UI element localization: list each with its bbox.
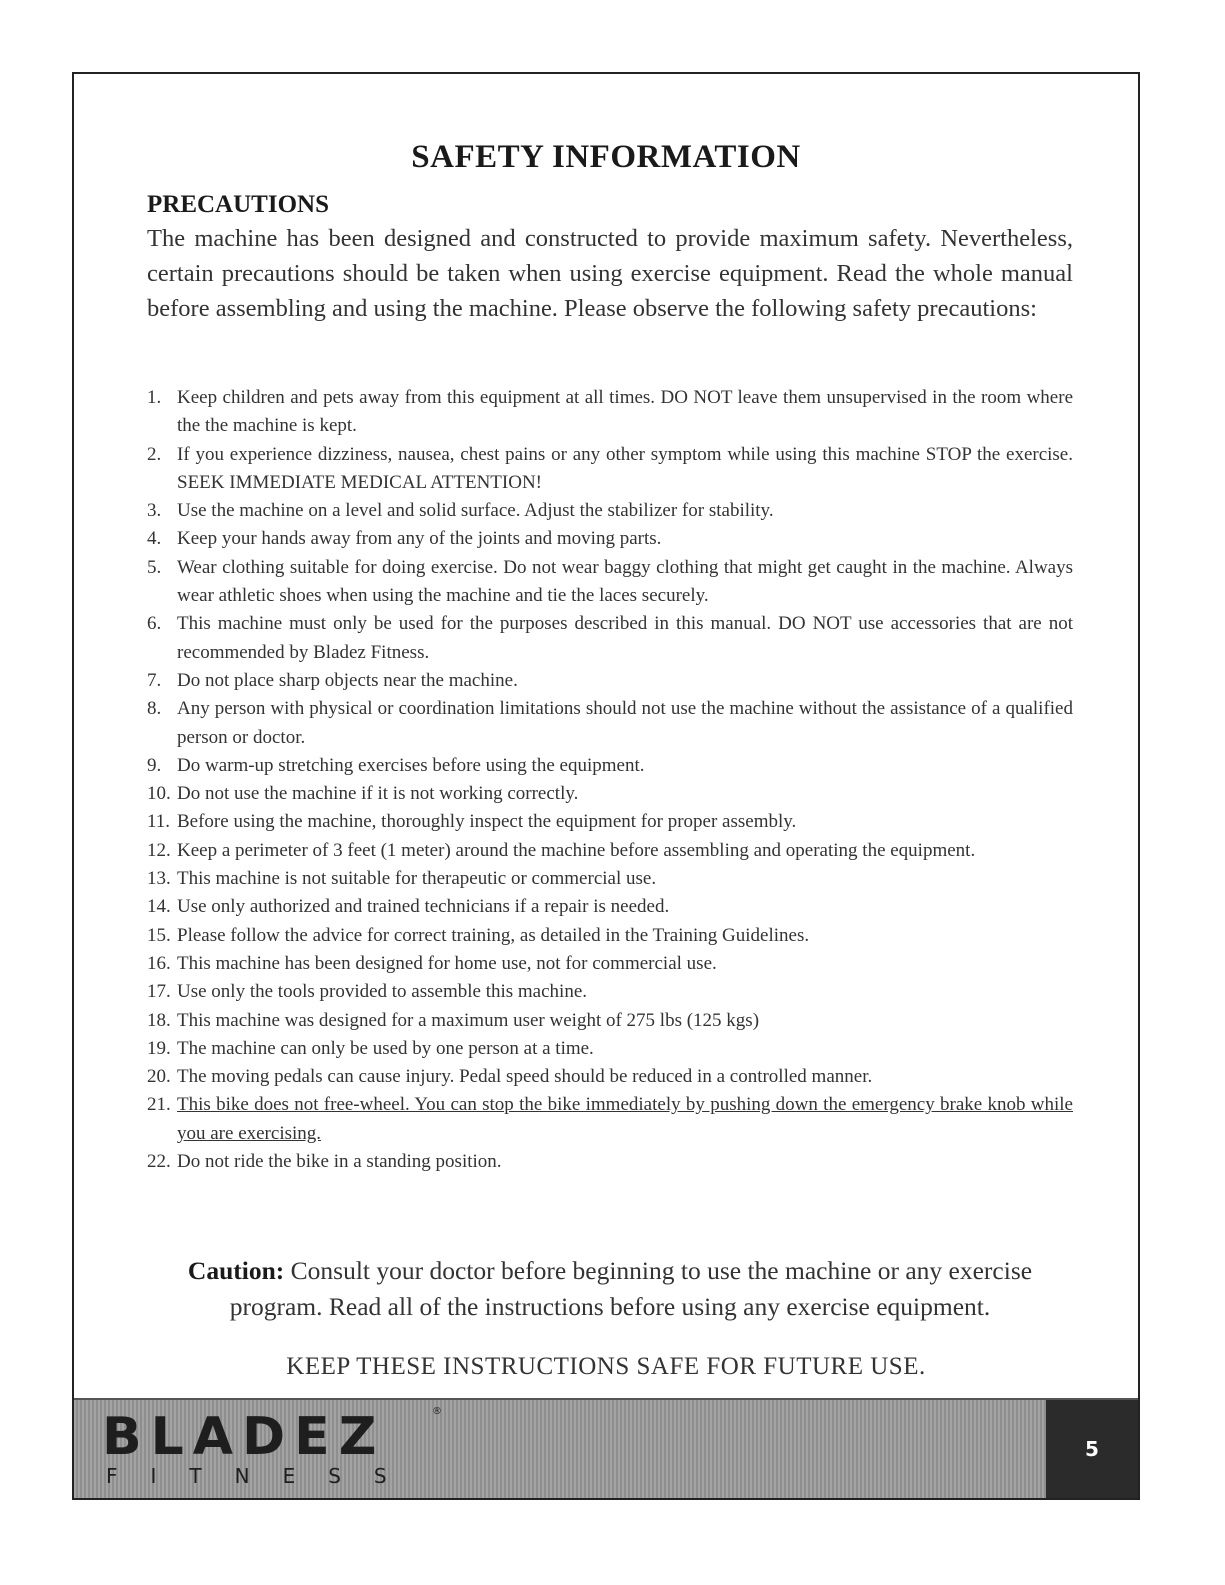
item-number: 17. [147,981,171,1003]
brand-subtitle: FITNESS [106,1464,420,1488]
item-text: Do not use the machine if it is not working correctly. [177,783,579,805]
registered-mark: ® [432,1406,442,1417]
item-number: 11. [147,811,171,833]
list-item [147,837,1073,865]
list-item [147,922,1073,950]
list-item [147,1063,1073,1091]
item-number: 13. [147,868,171,890]
item-number: 8. [147,698,162,720]
list-item [147,978,1073,1006]
item-text: This bike does not free-wheel. You can stop the bike immediately by pushing down the emergency brake knob while you are exercising. [177,1094,1073,1144]
item-number: 1. [147,387,162,408]
item-number: 2. [147,443,162,465]
item-number: 10. [147,783,171,805]
item-text: Do not ride the bike in a standing position. [177,1151,502,1173]
item-number: 19. [147,1037,171,1059]
item-number: 20. [147,1066,171,1088]
list-item [147,554,1073,611]
caution-note [147,1253,1073,1325]
item-number: 18. [147,1009,171,1031]
list-item [147,667,1073,695]
list-item [147,950,1073,978]
item-number: 4. [147,528,162,550]
item-text: This machine must only be used for the purposes described in this manual. DO NOT use accessories that are not recommended by Bladez Fitness. [177,613,1073,663]
item-number: 21. [147,1094,171,1116]
item-number: 16. [147,952,171,974]
page-number-box [1046,1400,1138,1498]
item-number: 15. [147,924,171,946]
list-item [147,1091,1073,1148]
list-item [147,780,1073,808]
list-item [147,865,1073,893]
keep-instructions-note: KEEP THESE INSTRUCTIONS SAFE FOR FUTURE USE. [286,1353,926,1380]
list-item [147,497,1073,525]
list-item [147,752,1073,780]
list-item [147,610,1073,667]
item-text: Do not place sharp objects near the machine. [177,669,518,691]
item-text: Any person with physical or coordination limitations should not use the machine without the assistance of a qualified person or doctor. [177,698,1073,748]
list-item [147,384,1073,441]
item-text: Before using the machine, thoroughly inspect the equipment for proper assembly. [177,811,797,833]
caution-label: Caution: [187,1256,285,1285]
brand-wordmark: BLADEZ [102,1407,386,1467]
item-text: Keep children and pets away from this equipment at all times. DO NOT leave them unsupervised in the room where the the machine is kept. [177,387,1073,437]
item-text: Use only the tools provided to assemble this machine. [177,981,588,1003]
item-number: 3. [147,500,162,522]
item-text: Keep your hands away from any of the joints and moving parts. [177,528,662,550]
item-text: This machine is not suitable for therapeutic or commercial use. [177,868,657,890]
item-text: Keep a perimeter of 3 feet (1 meter) around the machine before assembling and operating the equipment. [177,839,976,861]
page-number: 5 [1085,1437,1099,1461]
list-item [147,1007,1073,1035]
item-number: 6. [147,613,162,635]
list-item [147,525,1073,553]
item-number: 9. [147,754,162,776]
item-text: Wear clothing suitable for doing exercise. Do not wear baggy clothing that might get caught in the machine. Always wear athletic shoes when using the machine and tie the laces securely. [177,556,1073,607]
item-text: The moving pedals can cause injury. Pedal speed should be reduced in a controlled manner. [177,1066,873,1088]
item-number: 22. [147,1151,171,1173]
item-number: 5. [147,556,162,578]
intro-paragraph: The machine has been designed and constructed to provide maximum safety. Nevertheless, certain precautions should be taken when using exercise equipment. Read the whole manual before assembling and using the machine. Please observe the following safety precautions: [147,225,1073,322]
brand-logo [102,1407,420,1488]
list-item [147,893,1073,921]
list-item [147,808,1073,836]
list-item [147,695,1073,752]
item-text: This machine has been designed for home use, not for commercial use. [177,952,717,974]
caution-text: Consult your doctor before beginning to use the machine or any exercise program. Read all of the instructions before using any exercise equipment. [229,1256,1033,1321]
precautions-list [147,384,1073,1176]
section-title: PRECAUTIONS [147,191,329,218]
item-number: 14. [147,896,171,918]
item-number: 12. [147,839,171,861]
item-text: The machine can only be used by one person at a time. [177,1037,594,1059]
footer-band [74,1398,1138,1498]
item-text: Please follow the advice for correct training, as detailed in the Training Guidelines. [177,924,810,946]
item-text: Use only authorized and trained technicians if a repair is needed. [177,896,670,918]
item-text: Do warm-up stretching exercises before using the equipment. [177,754,645,776]
item-text: If you experience dizziness, nausea, chest pains or any other symptom while using this machine STOP the exercise. SEEK IMMEDIATE MEDICAL ATTENTION! [177,443,1073,493]
page-frame [72,72,1140,1500]
list-item [147,1035,1073,1063]
item-text: This machine was designed for a maximum user weight of 275 lbs (125 kgs) [177,1009,760,1031]
list-item [147,441,1073,498]
item-text: Use the machine on a level and solid surface. Adjust the stabilizer for stability. [177,500,774,522]
item-number: 7. [147,669,162,691]
list-item [147,1148,1073,1176]
page-title: SAFETY INFORMATION [411,139,801,175]
